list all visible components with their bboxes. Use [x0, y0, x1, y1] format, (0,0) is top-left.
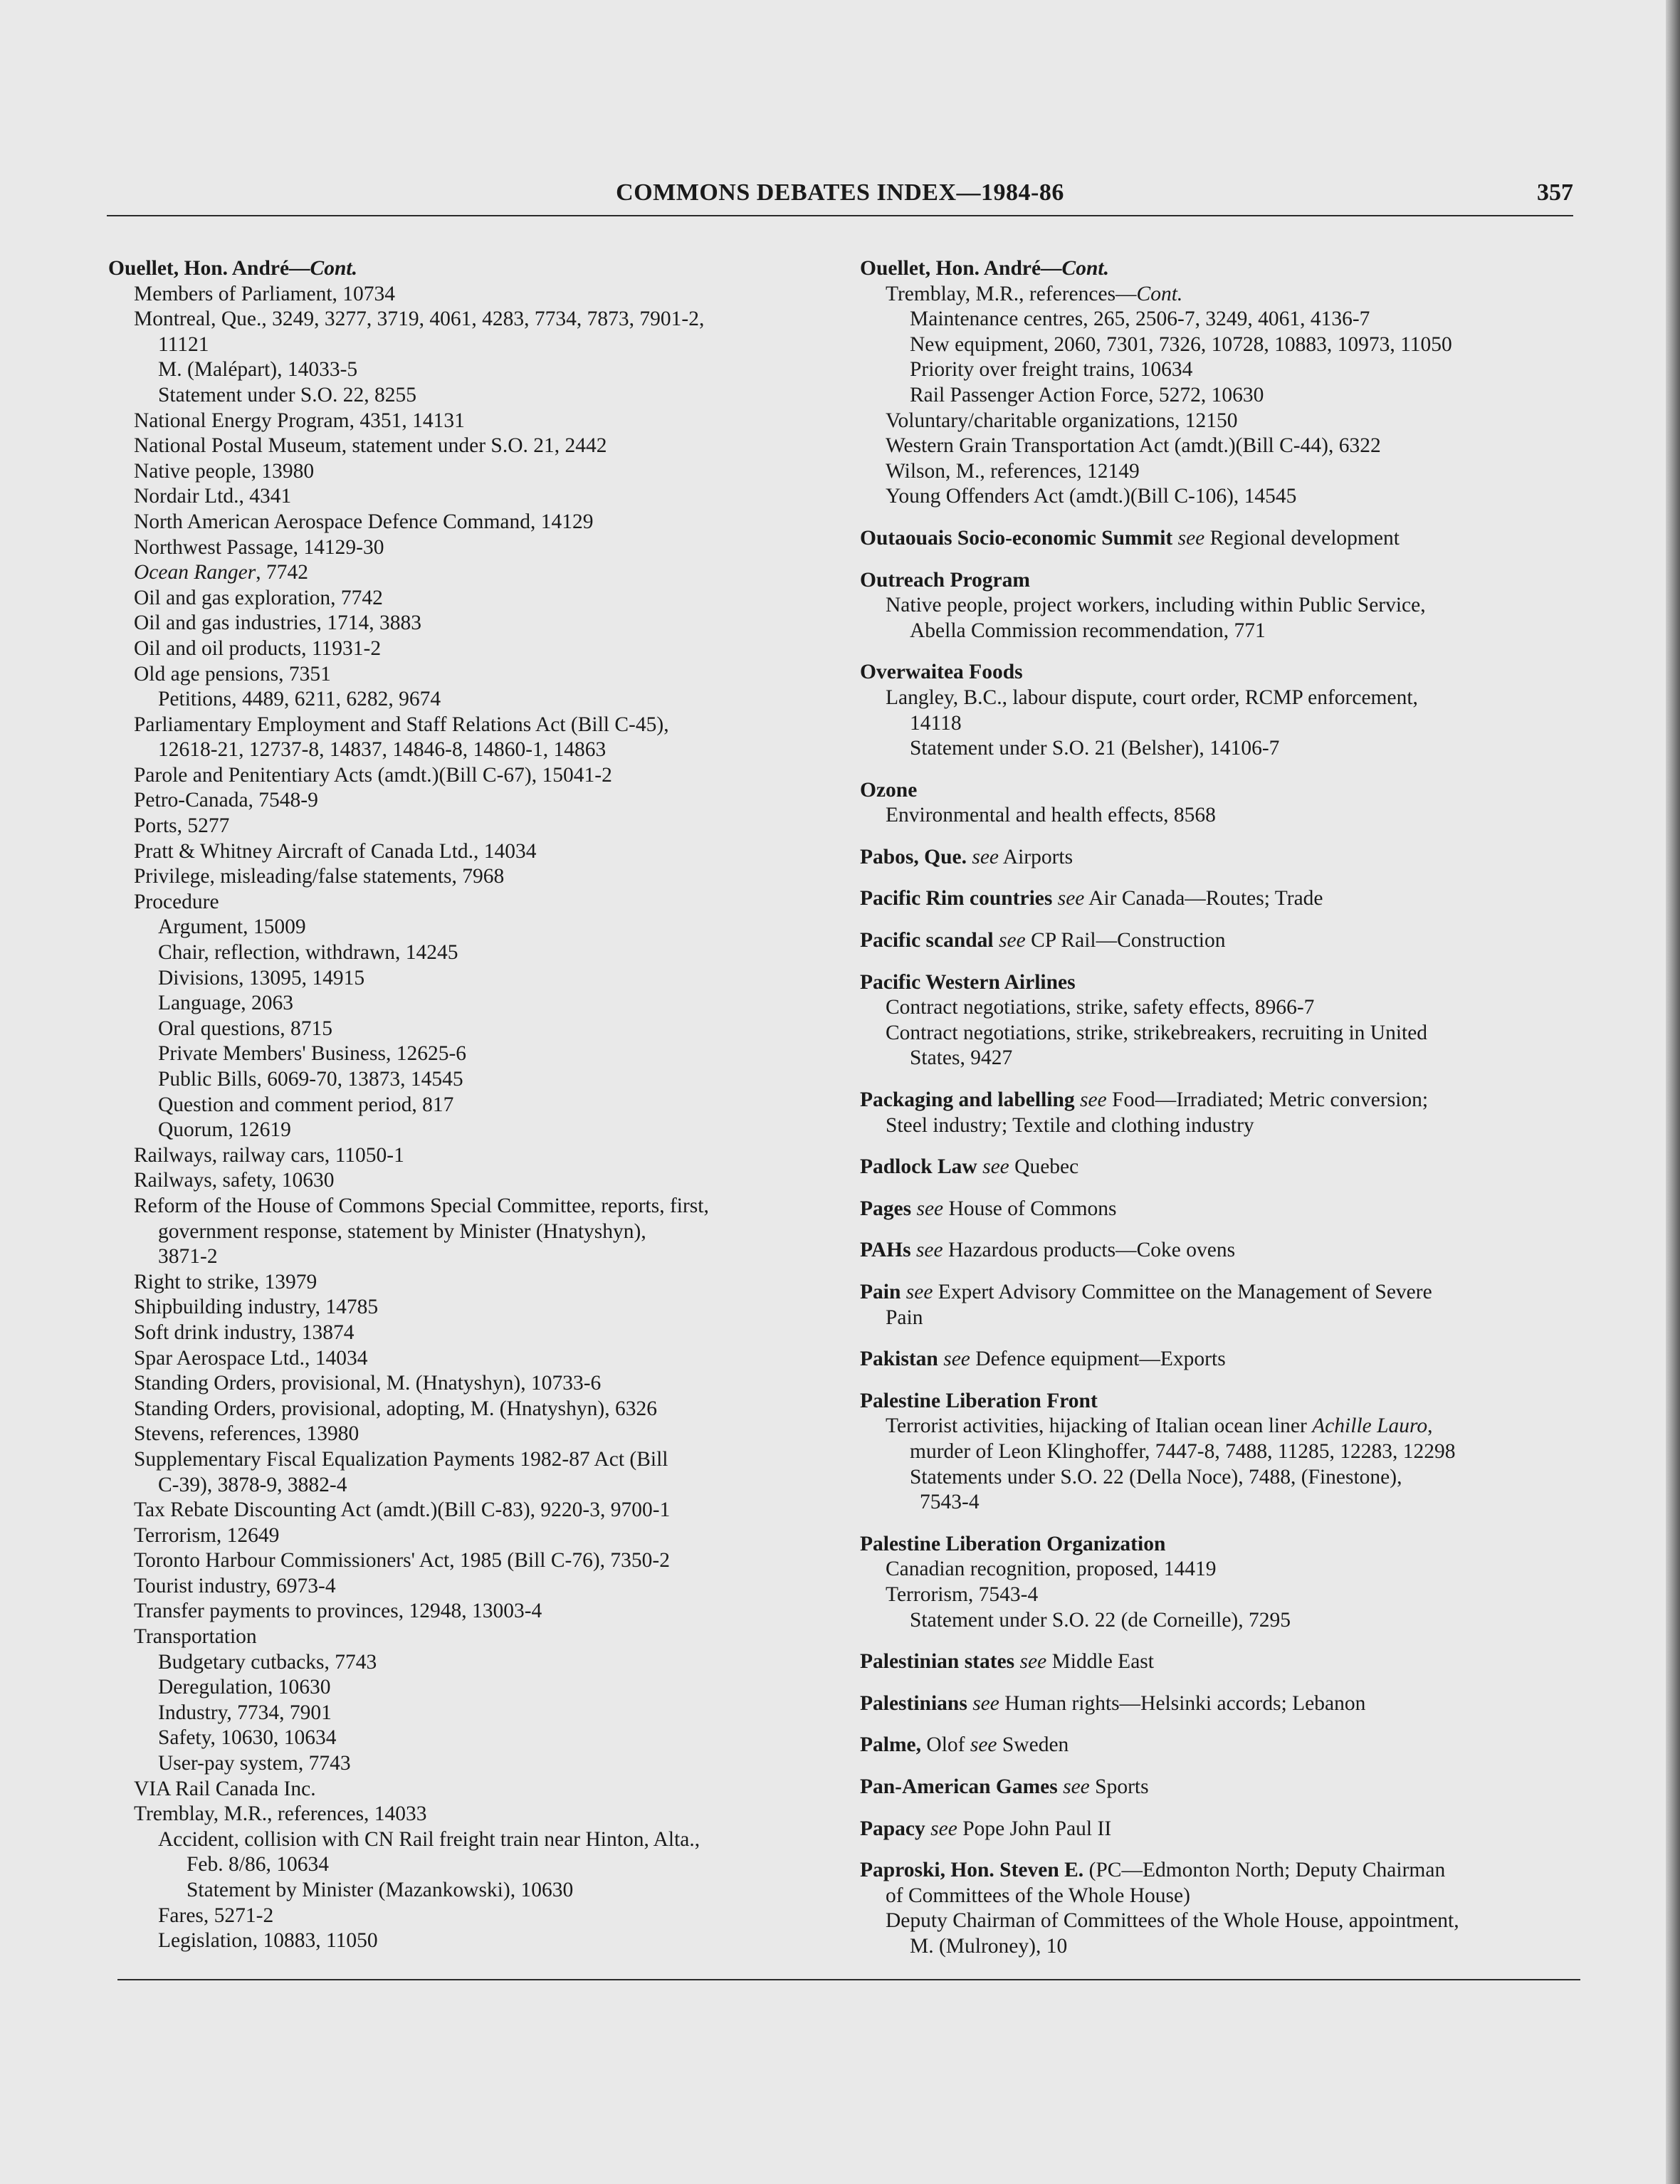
index-subentry: Terrorism, 7543-4 [886, 1582, 1039, 1606]
index-subentry: Priority over freight trains, 10634 [910, 358, 1193, 382]
right-column [860, 256, 1579, 1959]
index-subentry: Contract negotiations, strike, strikebreakers, recruiting in United [886, 1021, 1428, 1044]
index-subentry: New equipment, 2060, 7301, 7326, 10728, 10883, 10973, 11050 [910, 332, 1452, 356]
index-subentry: National Postal Museum, statement under S.O. 21, 2442 [134, 434, 607, 458]
index-subentry: Procedure [134, 890, 219, 913]
index-heading: Pain see Expert Advisory Committee on the Management of Severe [860, 1281, 1432, 1303]
index-heading: Pan-American Games see Sports [860, 1775, 1149, 1798]
index-subentry: Safety, 10630, 10634 [158, 1726, 337, 1750]
running-title: COMMONS DEBATES INDEX—1984-86 [616, 179, 1064, 206]
index-subentry: Railways, safety, 10630 [134, 1169, 335, 1192]
index-heading: Pakistan see Defence equipment—Exports [860, 1348, 1226, 1371]
index-heading: Pacific Rim countries see Air Canada—Routes; Trade [860, 887, 1323, 910]
index-heading: PAHs see Hazardous products—Coke ovens [860, 1239, 1236, 1262]
index-subentry: Deputy Chairman of Committees of the Whole House, appointment, [886, 1909, 1459, 1933]
index-subentry: Tax Rebate Discounting Act (amdt.)(Bill C-83), 9220-3, 9700-1 [134, 1498, 671, 1522]
index-subentry: Privilege, misleading/false statements, 7968 [134, 865, 505, 888]
left-column [108, 256, 827, 1954]
index-subentry: Standing Orders, provisional, M. (Hnatyshyn), 10733-6 [134, 1372, 602, 1395]
index-subentry: Question and comment period, 817 [158, 1093, 454, 1116]
index-subentry: Tremblay, M.R., references, 14033 [134, 1802, 427, 1826]
index-subentry: User-pay system, 7743 [158, 1752, 351, 1775]
index-subentry: Ocean Ranger, 7742 [134, 561, 308, 584]
index-subentry: Abella Commission recommendation, 771 [910, 619, 1266, 642]
index-subentry: Steel industry; Textile and clothing industry [886, 1113, 1254, 1137]
index-subentry: Shipbuilding industry, 14785 [134, 1296, 379, 1319]
index-subentry: Stevens, references, 13980 [134, 1422, 359, 1446]
index-heading: Paproski, Hon. Steven E. (PC—Edmonton North; Deputy Chairman [860, 1859, 1446, 1882]
index-subentry: Statements under S.O. 22 (Della Noce), 7488, (Finestone), [910, 1465, 1402, 1489]
index-subentry: Accident, collision with CN Rail freight train near Hinton, Alta., [158, 1827, 700, 1851]
index-subentry: Old age pensions, 7351 [134, 662, 331, 686]
index-heading: Palestine Liberation Front [860, 1389, 1098, 1412]
index-subentry: Canadian recognition, proposed, 14419 [886, 1558, 1217, 1581]
index-subentry: Environmental and health effects, 8568 [886, 804, 1216, 827]
index-subentry: Rail Passenger Action Force, 5272, 10630 [910, 383, 1264, 406]
index-subentry: Toronto Harbour Commissioners' Act, 1985 (Bill C-76), 7350-2 [134, 1549, 670, 1573]
index-subentry: Fares, 5271-2 [158, 1904, 274, 1927]
index-heading: Outreach Program [860, 568, 1030, 592]
index-subentry: Nordair Ltd., 4341 [134, 485, 292, 508]
index-heading: Pabos, Que. see Airports [860, 845, 1073, 868]
index-subentry: Reform of the House of Commons Special Committee, reports, first, [134, 1194, 709, 1217]
index-subentry: Young Offenders Act (amdt.)(Bill C-106), 14545 [886, 485, 1297, 508]
page-edge [1666, 0, 1680, 2184]
page-number: 357 [1537, 179, 1573, 206]
index-subentry: C-39), 3878-9, 3882-4 [158, 1473, 347, 1496]
index-heading: Outaouais Socio-economic Summit see Regional development [860, 526, 1400, 550]
header-rule [107, 215, 1573, 216]
index-subentry: Statement under S.O. 21 (Belsher), 14106-7 [910, 737, 1280, 760]
index-heading: Pages see House of Commons [860, 1197, 1117, 1220]
index-subentry: 3871-2 [158, 1245, 218, 1269]
index-heading: Papacy see Pope John Paul II [860, 1817, 1112, 1840]
index-subentry: Private Members' Business, 12625-6 [158, 1042, 467, 1066]
index-subentry: Statement by Minister (Mazankowski), 10630 [187, 1879, 574, 1901]
index-subentry: Transfer payments to provinces, 12948, 13003-4 [134, 1600, 542, 1623]
index-subentry: Langley, B.C., labour dispute, court order, RCMP enforcement, [886, 686, 1418, 709]
index-heading: Palestinians see Human rights—Helsinki accords; Lebanon [860, 1691, 1366, 1715]
index-heading: Ozone [860, 778, 918, 802]
index-subentry: North American Aerospace Defence Command, 14129 [134, 510, 594, 533]
index-subentry: Standing Orders, provisional, adopting, M. (Hnatyshyn), 6326 [134, 1397, 657, 1420]
index-subentry: Parliamentary Employment and Staff Relations Act (Bill C-45), [134, 713, 669, 736]
index-subentry: Petitions, 4489, 6211, 6282, 9674 [158, 688, 441, 711]
index-heading: Pacific Western Airlines [860, 970, 1076, 994]
index-subentry: National Energy Program, 4351, 14131 [134, 409, 465, 432]
index-heading: Overwaitea Foods [860, 661, 1023, 684]
index-subentry: Oil and gas industries, 1714, 3883 [134, 611, 421, 635]
index-subentry: Western Grain Transportation Act (amdt.)(Bill C-44), 6322 [886, 434, 1381, 458]
index-subentry: Oil and gas exploration, 7742 [134, 586, 383, 609]
index-subentry: Wilson, M., references, 12149 [886, 459, 1140, 483]
index-subentry: government response, statement by Minister (Hnatyshyn), [158, 1219, 646, 1243]
index-subentry: 7543-4 [920, 1491, 980, 1514]
index-heading: Packaging and labelling see Food—Irradiated; Metric conversion; [860, 1088, 1429, 1112]
index-subentry: Deregulation, 10630 [158, 1676, 331, 1699]
index-heading: Ouellet, Hon. André—Cont. [108, 257, 357, 280]
index-heading: Ouellet, Hon. André—Cont. [860, 257, 1109, 280]
index-heading: Palestinian states see Middle East [860, 1650, 1154, 1674]
index-subentry: 11121 [158, 332, 209, 356]
index-heading: Pacific scandal see CP Rail—Construction [860, 929, 1226, 952]
index-subentry: Maintenance centres, 265, 2506-7, 3249, 4061, 4136-7 [910, 308, 1370, 331]
index-subentry: Pain [886, 1306, 923, 1329]
index-subentry: Soft drink industry, 13874 [134, 1321, 355, 1344]
index-subentry: Legislation, 10883, 11050 [158, 1929, 378, 1953]
index-subentry: Spar Aerospace Ltd., 14034 [134, 1346, 368, 1370]
index-subentry: Budgetary cutbacks, 7743 [158, 1650, 377, 1674]
index-subentry: Chair, reflection, withdrawn, 14245 [158, 941, 458, 965]
index-heading: Palme, Olof see Sweden [860, 1733, 1069, 1757]
index-subentry: Language, 2063 [158, 992, 294, 1015]
index-heading: Padlock Law see Quebec [860, 1155, 1079, 1179]
index-subentry: Terrorist activities, hijacking of Italian ocean liner Achille Lauro, [886, 1414, 1433, 1438]
index-subentry: Quorum, 12619 [158, 1118, 291, 1142]
index-subentry: Industry, 7734, 7901 [158, 1701, 332, 1724]
index-subentry: Pratt & Whitney Aircraft of Canada Ltd., 14034 [134, 839, 537, 863]
index-subentry: 14118 [910, 711, 962, 735]
index-subentry: Voluntary/charitable organizations, 12150 [886, 409, 1238, 432]
index-subentry: VIA Rail Canada Inc. [134, 1777, 316, 1800]
index-subentry: Members of Parliament, 10734 [134, 282, 396, 305]
index-subentry: Divisions, 13095, 14915 [158, 966, 365, 989]
page-header [107, 179, 1573, 215]
footer-rule [117, 1979, 1580, 1980]
index-subentry: Statement under S.O. 22 (de Corneille), 7295 [910, 1608, 1291, 1632]
index-subentry: Supplementary Fiscal Equalization Payments 1982-87 Act (Bill [134, 1447, 668, 1471]
index-subentry: Railways, railway cars, 11050-1 [134, 1143, 404, 1167]
index-subentry: Oral questions, 8715 [158, 1017, 332, 1040]
index-subentry: 12618-21, 12737-8, 14837, 14846-8, 14860-1, 14863 [158, 738, 607, 762]
index-subentry: Ports, 5277 [134, 814, 230, 838]
index-subentry: Tourist industry, 6973-4 [134, 1574, 336, 1597]
index-subentry: Statement under S.O. 22, 8255 [158, 383, 416, 406]
index-subentry: Transportation [134, 1625, 257, 1649]
index-subentry: M. (Malépart), 14033-5 [158, 358, 358, 382]
index-subentry: Oil and oil products, 11931-2 [134, 636, 382, 660]
index-heading: Palestine Liberation Organization [860, 1532, 1166, 1555]
index-subentry: Parole and Penitentiary Acts (amdt.)(Bill C-67), 15041-2 [134, 763, 612, 787]
index-subentry: Terrorism, 12649 [134, 1523, 280, 1547]
index-subentry: Contract negotiations, strike, safety effects, 8966-7 [886, 996, 1315, 1019]
index-subentry: Public Bills, 6069-70, 13873, 14545 [158, 1068, 463, 1091]
index-subentry: States, 9427 [910, 1046, 1013, 1070]
index-subentry: M. (Mulroney), 10 [910, 1934, 1068, 1958]
index-subentry: Native people, project workers, including within Public Service, [886, 594, 1426, 617]
index-subentry: Petro-Canada, 7548-9 [134, 789, 318, 812]
index-subentry: Argument, 15009 [158, 915, 306, 939]
index-subentry: Northwest Passage, 14129-30 [134, 535, 384, 559]
index-subentry: Montreal, Que., 3249, 3277, 3719, 4061, 4283, 7734, 7873, 7901-2, [134, 308, 705, 331]
index-subentry: murder of Leon Klinghoffer, 7447-8, 7488, 11285, 12283, 12298 [910, 1439, 1456, 1463]
index-subentry: Native people, 13980 [134, 459, 315, 483]
index-subentry: Right to strike, 13979 [134, 1270, 317, 1293]
index-subentry: Feb. 8/86, 10634 [187, 1853, 329, 1876]
index-subentry: Tremblay, M.R., references—Cont. [886, 282, 1183, 305]
index-subentry: of Committees of the Whole House) [886, 1884, 1190, 1907]
